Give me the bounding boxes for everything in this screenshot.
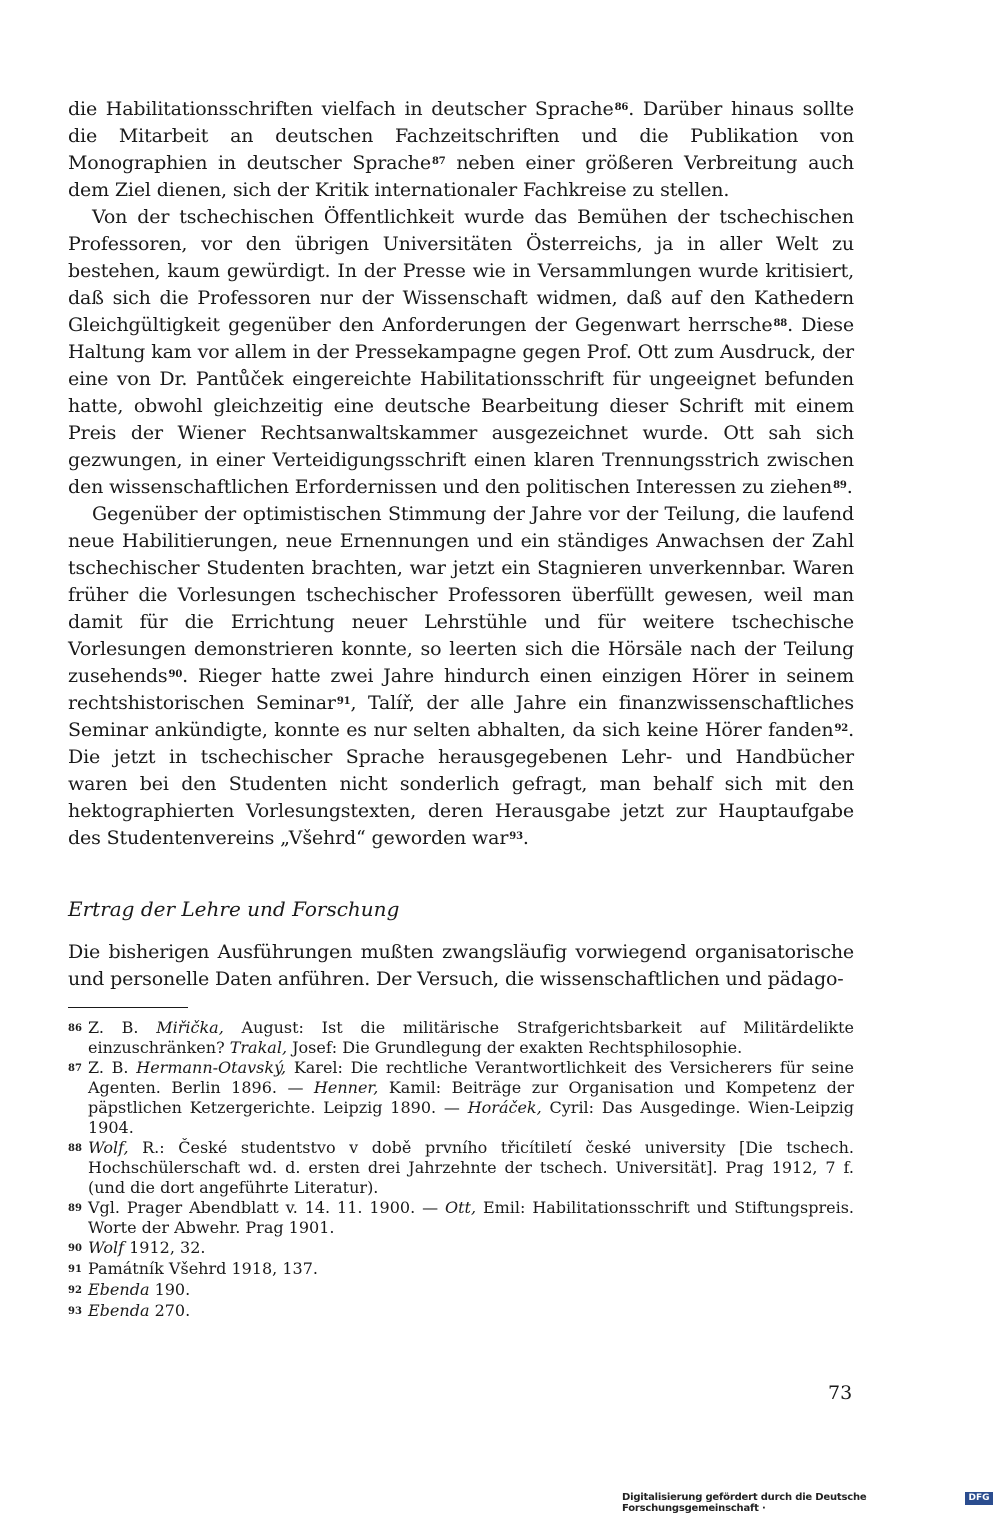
body-paragraph: Von der tschechischen Öffentlichkeit wurde das Bemühen der tschechischen Professoren, vor den übrigen Universitäten Österreichs, ja in aller Welt zu bestehen, kaum gewürdigt. In der Presse wie in Versammlungen wurde kritisiert, daß sich die Professoren nur der Wissenschaft widmen, daß auf den Kathedern Gleichgültigkeit gegenüber den Anforderungen der Gegenwart herrsche$^{88}$. Diese Haltung kam vor allem in der Pressekampagne gegen Prof. Ott zum Ausdruck, der eine von Dr. Pantůček eingereichte Habilitationsschrift für ungeeignet befunden hatte, obwohl gleichzeitig eine deutsche Bearbeitung dieser Schrift mit einem Preis der Wiener Rechtsanwaltskammer ausgezeichnet wurde. Ott sah sich gezwungen, in einer Verteidigungsschrift einen klaren Trennungsstrich zwischen den wissenschaftlichen Erfordernissen und den politischen Interessen zu ziehen$^{89}$. [68,206,854,498]
footnote-text: Wolf 1912, 32. [88,1238,206,1257]
page-number: 73 [828,1382,853,1404]
footnote-reference: 88 [773,318,788,329]
footnote-number: 89 [68,1203,82,1214]
section-paragraph: Die bisherigen Ausführungen mußten zwangsläufig vorwiegend organisatorische und personelle Daten anführen. Der Versuch, die wissenschaftlichen und pädago- [68,941,854,990]
footnote-number: 86 [68,1023,82,1034]
footnote-number: 87 [68,1063,82,1074]
body-paragraph: Gegenüber der optimistischen Stimmung der Jahre vor der Teilung, die laufend neue Habilitierungen, neue Ernennungen und ein ständiges Anwachsen der Zahl tschechischer Studenten brachten, war jetzt ein Stagnieren unverkennbar. Waren früher die Vorlesungen tschechischer Professoren überfüllt gewesen, weil man damit für die Errichtung neuer Lehrstühle und für weitere tschechische Vorlesungen demonstrieren konnte, so leerten sich die Hörsäle nach der Teilung zusehends$^{90}$. Rieger hatte zwei Jahre hindurch einen einzigen Hörer in seinem rechtshistorischen Seminar$^{91}$, Talíř, der alle Jahre ein finanzwissenschaftliches Seminar ankündigte, konnte es nur selten abhalten, da sich keine Hörer fanden$^{92}$. Die jetzt in tschechischer Sprache herausgegebenen Lehr- und Handbücher waren bei den Studenten nicht sonderlich gefragt, man behalf sich mit den hektographierten Vorlesungstexten, deren Herausgabe jetzt zur Hauptaufgabe des Studentenvereins „Všehrd“ geworden war$^{93}$. [68,503,854,849]
footnote-item [68,1259,854,1280]
body-paragraph: die Habilitationsschriften vielfach in deutscher Sprache$^{86}$. Darüber hinaus sollte die Mitarbeit an deutschen Fachzeitschriften und die Publikation von Monographien in deutscher Sprache$^{87}$ neben einer größeren Verbreitung auch dem Ziel dienen, sich der Kritik internationaler Fachkreise zu stellen. [68,98,854,201]
footnote-number: 90 [68,1243,82,1254]
footnote-item [68,1058,854,1138]
page-body [68,96,854,1322]
footnote-item [68,1138,854,1198]
digitization-credit: Digitalisierung gefördert durch die Deutsche Forschungsgemeinschaft · [622,1492,867,1514]
footnote-reference: 89 [833,480,847,491]
footnote-text: Z. B. Miřička, August: Ist die militärische Strafgerichtsbarkeit auf Militärdelikte einzuschränken? Trakal, Josef: Die Grundlegung der exakten Rechtsphilosophie. [88,1018,855,1057]
footnote-reference: 90 [168,669,183,680]
footnote-reference: 87 [432,156,446,167]
footnote-text: Ebenda 190. [88,1280,191,1299]
footnote-text: Z. B. Hermann-Otavský, Karel: Die rechtliche Verantwortlichkeit des Versicherers für seine Agenten. Berlin 1896. — Henner, Kamil: Beiträge zur Organisation und Kompetenz der päpstlichen Ketzergerichte. Leipzig 1890. — Horáček, Cyril: Das Ausgedinge. Wien-Leipzig 1904. [88,1058,855,1137]
footnote-text: Památník Všehrd 1918, 137. [88,1259,318,1278]
footnote-reference: 86 [614,102,629,113]
footnote-divider [68,1007,188,1008]
dfg-logo-icon: DFG [965,1492,993,1505]
footnote-number: 88 [68,1143,82,1154]
footnote-item [68,1280,854,1301]
section-heading: Ertrag der Lehre und Forschung [68,897,400,921]
footnotes [68,1018,854,1322]
footnote-item [68,1198,854,1238]
footnote-reference: 91 [336,696,351,707]
footnote-reference: 92 [834,723,849,734]
footnote-number: 92 [68,1285,82,1296]
footnote-item [68,1018,854,1058]
footnote-item [68,1238,854,1259]
footnote-text: Ebenda 270. [88,1301,191,1320]
footnote-text: Wolf, R.: České studentstvo v době prvního třicítiletí české university [Die tschech. Hochschülerschaft wd. d. ersten drei Jahrzehnte der tschech. Universität]. Prag 1912, 7 f. (und die dort angeführte Literatur). [88,1138,854,1197]
footnote-reference: 93 [509,831,523,842]
footnote-item [68,1301,854,1322]
footnote-number: 93 [68,1306,82,1317]
footnote-number: 91 [68,1264,82,1275]
body-text [68,96,854,852]
footnote-text: Vgl. Prager Abendblatt v. 14. 11. 1900. — Ott, Emil: Habilitationsschrift und Stiftungspreis. Worte der Abwehr. Prag 1901. [88,1198,854,1237]
